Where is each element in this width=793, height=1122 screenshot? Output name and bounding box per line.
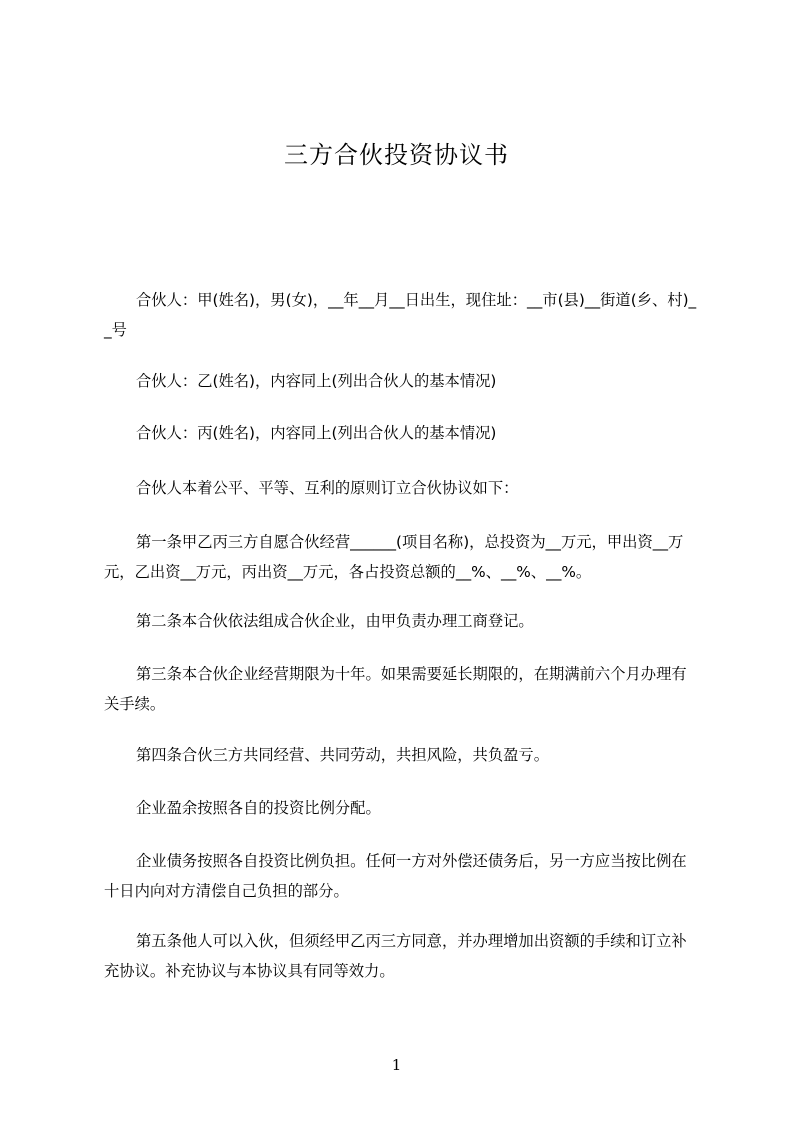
paragraph-article-5: 第五条他人可以入伙，但须经甲乙丙三方同意，并办理增加出资额的手续和订立补充协议。补充协议与本协议具有同等效力。 <box>104 932 687 980</box>
document-title: 三方合伙投资协议书 <box>284 141 509 169</box>
paragraph-profit-distribution: 企业盈余按照各自的投资比例分配。 <box>136 799 381 817</box>
paragraph-article-2: 第二条本合伙依法组成合伙企业，由甲负责办理工商登记。 <box>136 612 534 630</box>
paragraph-article-4: 第四条合伙三方共同经营、共同劳动，共担风险，共负盈亏。 <box>136 746 550 764</box>
page-number: 1 <box>391 1056 402 1074</box>
paragraph-preamble: 合伙人本着公平、平等、互利的原则订立合伙协议如下： <box>136 479 519 497</box>
paragraph-article-3: 第三条本合伙企业经营期限为十年。如果需要延长期限的，在期满前六个月办理有关手续。 <box>104 665 687 713</box>
paragraph-debt-liability: 企业债务按照各自投资比例负担。任何一方对外偿还债务后，另一方应当按比例在十日内向对方清偿自己负担的部分。 <box>104 852 687 900</box>
paragraph-partner-b: 合伙人：乙(姓名)，内容同上(列出合伙人的基本情况) <box>136 372 497 390</box>
paragraph-partner-a: 合伙人：甲(姓名)，男(女)，__年__月__日出生，现住址：__市(县)__街道(乡、村)__号 <box>104 291 697 339</box>
paragraph-article-1: 第一条甲乙丙三方自愿合伙经营______(项目名称)，总投资为__万元，甲出资__万元，乙出资__万元，丙出资__万元，各占投资总额的__%、__%、__%。 <box>104 533 684 581</box>
paragraph-partner-c: 合伙人：丙(姓名)，内容同上(列出合伙人的基本情况) <box>136 424 497 442</box>
